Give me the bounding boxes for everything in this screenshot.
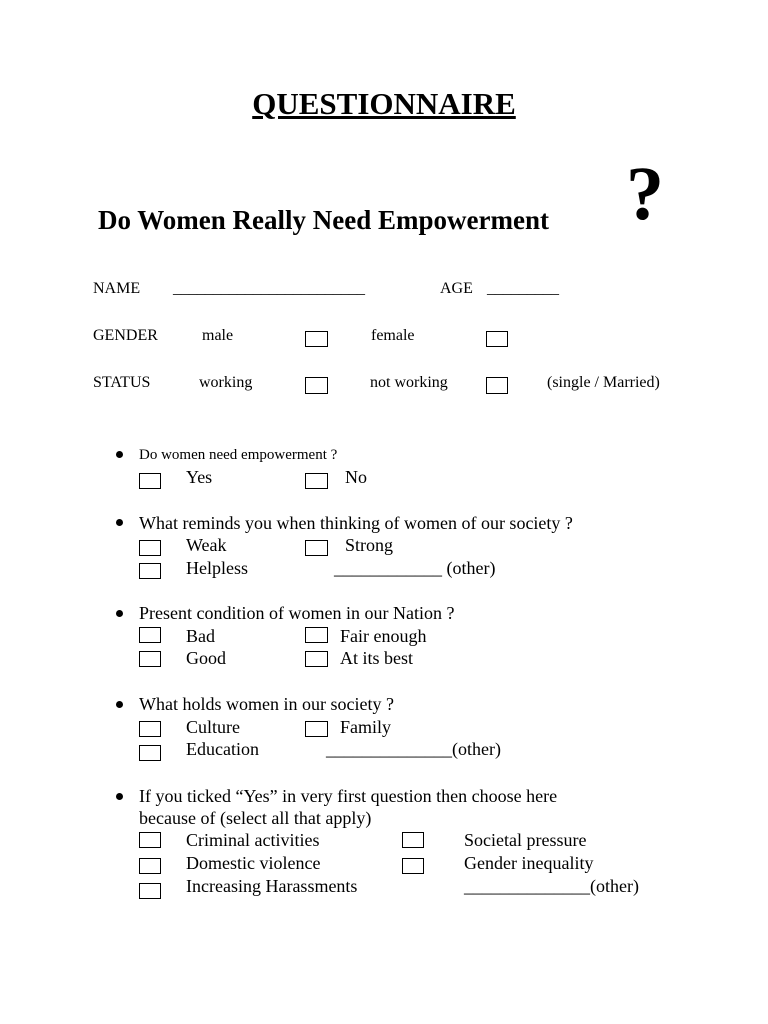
- q5-harassment-label: Increasing Harassments: [186, 876, 358, 896]
- q5-other-field[interactable]: ______________(other): [464, 876, 639, 896]
- status-option-not-working-label: not working: [370, 374, 448, 391]
- q2-helpless-label: Helpless: [186, 558, 248, 578]
- q4-culture-label: Culture: [186, 717, 240, 737]
- question-4-text: What holds women in our society ?: [139, 694, 394, 714]
- q2-helpless-checkbox[interactable]: [139, 563, 161, 579]
- q1-no-checkbox[interactable]: [305, 473, 328, 489]
- q4-family-label: Family: [340, 717, 392, 737]
- q4-culture-checkbox[interactable]: [139, 721, 161, 737]
- bullet-icon: [116, 701, 123, 708]
- q3-fair-label: Fair enough: [340, 626, 427, 646]
- q3-bad-checkbox[interactable]: [139, 627, 161, 643]
- q5-societal-checkbox[interactable]: [402, 832, 424, 848]
- q2-other-field[interactable]: ____________ (other): [334, 558, 496, 578]
- age-field[interactable]: _________: [487, 280, 559, 297]
- gender-male-checkbox[interactable]: [305, 331, 328, 347]
- q4-other-field[interactable]: ______________(other): [326, 739, 501, 759]
- gender-label: GENDER: [93, 327, 158, 344]
- q5-gender-inequality-label: Gender inequality: [464, 853, 594, 873]
- q3-good-label: Good: [186, 648, 226, 668]
- question-mark-glyph: ?: [626, 152, 664, 236]
- q2-strong-checkbox[interactable]: [305, 540, 328, 556]
- status-not-working-checkbox[interactable]: [486, 377, 508, 394]
- question-3-text: Present condition of women in our Nation ?: [139, 603, 455, 623]
- bullet-icon: [116, 610, 123, 617]
- q3-fair-checkbox[interactable]: [305, 627, 328, 643]
- gender-option-female-label: female: [371, 327, 415, 344]
- q5-domestic-label: Domestic violence: [186, 853, 321, 873]
- q5-domestic-checkbox[interactable]: [139, 858, 161, 874]
- q2-strong-label: Strong: [345, 535, 394, 555]
- q3-bad-label: Bad: [186, 626, 215, 646]
- bullet-icon: [116, 451, 123, 458]
- status-working-checkbox[interactable]: [305, 377, 328, 394]
- gender-option-male-label: male: [202, 327, 234, 344]
- q5-societal-label: Societal pressure: [464, 830, 587, 850]
- q3-best-checkbox[interactable]: [305, 651, 328, 667]
- q2-weak-checkbox[interactable]: [139, 540, 161, 556]
- name-field[interactable]: ________________________: [173, 280, 365, 297]
- q2-weak-label: Weak: [186, 535, 227, 555]
- q1-no-label: No: [345, 467, 367, 487]
- q5-harassment-checkbox[interactable]: [139, 883, 161, 899]
- q5-criminal-label: Criminal activities: [186, 830, 320, 850]
- name-label: NAME: [93, 280, 141, 297]
- status-note: (single / Married): [547, 374, 660, 391]
- gender-female-checkbox[interactable]: [486, 331, 508, 347]
- q1-yes-checkbox[interactable]: [139, 473, 161, 489]
- q5-gender-inequality-checkbox[interactable]: [402, 858, 424, 874]
- bullet-icon: [116, 519, 123, 526]
- status-option-working-label: working: [199, 374, 253, 391]
- question-1-text: Do women need empowerment ?: [139, 447, 338, 463]
- q4-education-label: Education: [186, 739, 259, 759]
- question-5-text-line2: because of (select all that apply): [139, 808, 372, 828]
- question-2-text: What reminds you when thinking of women of our society ?: [139, 513, 573, 533]
- q5-criminal-checkbox[interactable]: [139, 832, 161, 848]
- q4-family-checkbox[interactable]: [305, 721, 328, 737]
- q4-education-checkbox[interactable]: [139, 745, 161, 761]
- page-subtitle: Do Women Really Need Empowerment: [98, 205, 549, 235]
- age-label: AGE: [440, 280, 473, 297]
- q1-yes-label: Yes: [186, 467, 213, 487]
- question-5-text: If you ticked “Yes” in very first question then choose here: [139, 786, 558, 806]
- status-label: STATUS: [93, 374, 151, 391]
- q3-best-label: At its best: [340, 648, 414, 668]
- bullet-icon: [116, 793, 123, 800]
- q3-good-checkbox[interactable]: [139, 651, 161, 667]
- page-title: QUESTIONNAIRE: [252, 86, 516, 121]
